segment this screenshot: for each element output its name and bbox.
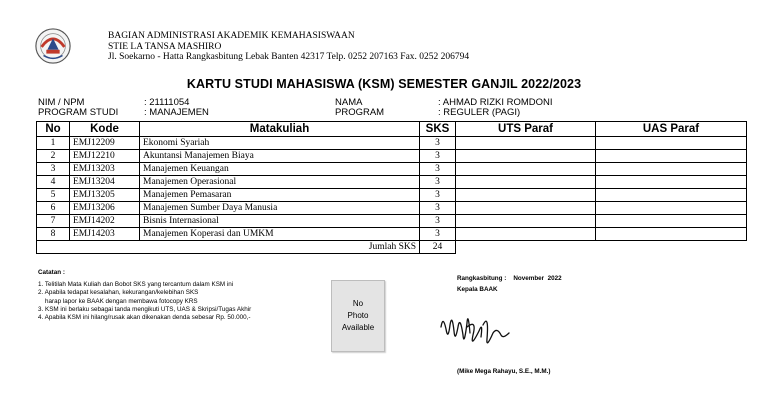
cell-kode: EMJ14202 bbox=[70, 215, 140, 228]
table-row bbox=[37, 215, 747, 228]
cell-matakuliah: Bisnis Internasional bbox=[140, 215, 420, 228]
cell-sks: 3 bbox=[420, 137, 456, 150]
cell-uas-paraf bbox=[596, 202, 747, 215]
col-header-kode: Kode bbox=[70, 122, 140, 137]
col-header-uts-paraf: UTS Paraf bbox=[456, 122, 596, 137]
total-label: Jumlah SKS bbox=[37, 241, 420, 254]
table-row bbox=[37, 176, 747, 189]
cell-kode: EMJ13203 bbox=[70, 163, 140, 176]
note-item: 3. KSM ini berlaku sebagai tanda mengikuti UTS, UAS & Skripsi/Tugas Akhir bbox=[38, 305, 252, 313]
signature-header bbox=[457, 273, 562, 295]
note-item: 1. Telitilah Mata Kuliah dan Bobot SKS yang tercantum dalam KSM ini bbox=[38, 281, 234, 289]
institution-address: Jl. Soekarno - Hatta Rangkasbitung Lebak Banten 42317 Telp. 0252 207163 Fax. 0252 206794 bbox=[108, 52, 470, 62]
notes-heading: Catatan : bbox=[38, 269, 65, 276]
institution-header bbox=[108, 31, 469, 63]
cell-uts-paraf bbox=[456, 202, 596, 215]
cell-no: 1 bbox=[37, 137, 70, 150]
cell-kode: EMJ13204 bbox=[70, 176, 140, 189]
total-row bbox=[37, 241, 747, 254]
cell-uts-paraf bbox=[456, 176, 596, 189]
cell-no: 8 bbox=[37, 228, 70, 241]
cell-uas-paraf bbox=[596, 163, 747, 176]
note-item: 2. Apabila tedapat kesalahan, kekurangan/kelebihan SKS bbox=[38, 289, 199, 297]
nim-value: : 21111054 bbox=[144, 97, 190, 108]
cell-no: 7 bbox=[37, 215, 70, 228]
note-item: 4. Apabila KSM ini hilang/rusak akan dikenakan denda sebesar Rp. 50.000,- bbox=[38, 314, 251, 322]
cell-kode: EMJ13206 bbox=[70, 202, 140, 215]
photo-text: No bbox=[352, 299, 364, 308]
place-date: Rangkasbitung : November 2022 bbox=[457, 275, 562, 282]
cell-matakuliah: Ekonomi Syariah bbox=[140, 137, 420, 150]
signer-name: (Mike Mega Rahayu, S.E., M.M.) bbox=[457, 368, 551, 375]
cell-kode: EMJ13205 bbox=[70, 189, 140, 202]
nama-label: NAMA bbox=[335, 97, 363, 108]
cell-matakuliah: Manajemen Koperasi dan UMKM bbox=[140, 228, 420, 241]
cell-no: 3 bbox=[37, 163, 70, 176]
cell-uts-paraf bbox=[456, 163, 596, 176]
cell-uts-paraf bbox=[456, 215, 596, 228]
cell-uas-paraf bbox=[596, 137, 747, 150]
cell-uts-paraf bbox=[456, 137, 596, 150]
col-header-no: No bbox=[37, 122, 70, 137]
cell-uas-paraf bbox=[596, 150, 747, 163]
cell-kode: EMJ12209 bbox=[70, 137, 140, 150]
signer-position: Kepala BAAK bbox=[457, 286, 498, 293]
table-row bbox=[37, 202, 747, 215]
institution-seal-icon bbox=[34, 27, 72, 65]
cell-no: 5 bbox=[37, 189, 70, 202]
cell-matakuliah: Manajemen Pemasaran bbox=[140, 189, 420, 202]
col-header-sks: SKS bbox=[420, 122, 456, 137]
table-header-row bbox=[37, 122, 747, 137]
total-empty bbox=[456, 241, 596, 254]
cell-no: 6 bbox=[37, 202, 70, 215]
table-row bbox=[37, 189, 747, 202]
course-table bbox=[36, 121, 747, 254]
institution-line: STIE LA TANSA MASHIRO bbox=[108, 41, 222, 52]
table-row bbox=[37, 150, 747, 163]
cell-kode: EMJ14203 bbox=[70, 228, 140, 241]
cell-matakuliah: Manajemen Sumber Daya Manusia bbox=[140, 202, 420, 215]
student-values-right bbox=[438, 98, 553, 118]
total-empty bbox=[596, 241, 747, 254]
total-sks: 24 bbox=[420, 241, 456, 254]
nama-value: : AHMAD RIZKI ROMDONI bbox=[438, 97, 553, 108]
cell-uas-paraf bbox=[596, 228, 747, 241]
notes-section bbox=[38, 269, 251, 322]
cell-sks: 3 bbox=[420, 163, 456, 176]
col-header-uas-paraf: UAS Paraf bbox=[596, 122, 747, 137]
cell-matakuliah: Akuntansi Manajemen Biaya bbox=[140, 150, 420, 163]
photo-placeholder bbox=[331, 280, 385, 352]
program-value: : REGULER (PAGI) bbox=[438, 107, 521, 118]
cell-matakuliah: Manajemen Keuangan bbox=[140, 163, 420, 176]
cell-sks: 3 bbox=[420, 215, 456, 228]
cell-sks: 3 bbox=[420, 176, 456, 189]
cell-uts-paraf bbox=[456, 189, 596, 202]
cell-uts-paraf bbox=[456, 150, 596, 163]
student-values-left bbox=[144, 98, 209, 118]
table-row bbox=[37, 228, 747, 241]
nim-label: NIM / NPM bbox=[38, 97, 85, 108]
student-labels-right bbox=[335, 98, 384, 118]
cell-kode: EMJ12210 bbox=[70, 150, 140, 163]
cell-uas-paraf bbox=[596, 215, 747, 228]
col-header-matakuliah: Matakuliah bbox=[140, 122, 420, 137]
cell-sks: 3 bbox=[420, 228, 456, 241]
photo-text: Available bbox=[341, 323, 375, 332]
program-label: PROGRAM bbox=[335, 107, 385, 118]
table-row bbox=[37, 163, 747, 176]
prodi-value: : MANAJEMEN bbox=[144, 107, 209, 118]
cell-sks: 3 bbox=[420, 202, 456, 215]
prodi-label: PROGRAM STUDI bbox=[38, 107, 119, 118]
document-title: KARTU STUDI MAHASISWA (KSM) SEMESTER GANJIL 2022/2023 bbox=[186, 77, 582, 91]
cell-uas-paraf bbox=[596, 189, 747, 202]
photo-text: Photo bbox=[347, 311, 369, 320]
cell-sks: 3 bbox=[420, 189, 456, 202]
cell-uas-paraf bbox=[596, 176, 747, 189]
cell-no: 4 bbox=[37, 176, 70, 189]
handwritten-signature bbox=[437, 305, 517, 355]
cell-uts-paraf bbox=[456, 228, 596, 241]
cell-no: 2 bbox=[37, 150, 70, 163]
note-item: harap lapor ke BAAK dengan membawa fotocopy KRS bbox=[38, 297, 198, 305]
student-labels-left bbox=[38, 98, 118, 118]
table-row bbox=[37, 137, 747, 150]
cell-sks: 3 bbox=[420, 150, 456, 163]
institution-line: BAGIAN ADMINISTRASI AKADEMIK KEMAHASISWAAN bbox=[108, 31, 355, 41]
cell-matakuliah: Manajemen Operasional bbox=[140, 176, 420, 189]
